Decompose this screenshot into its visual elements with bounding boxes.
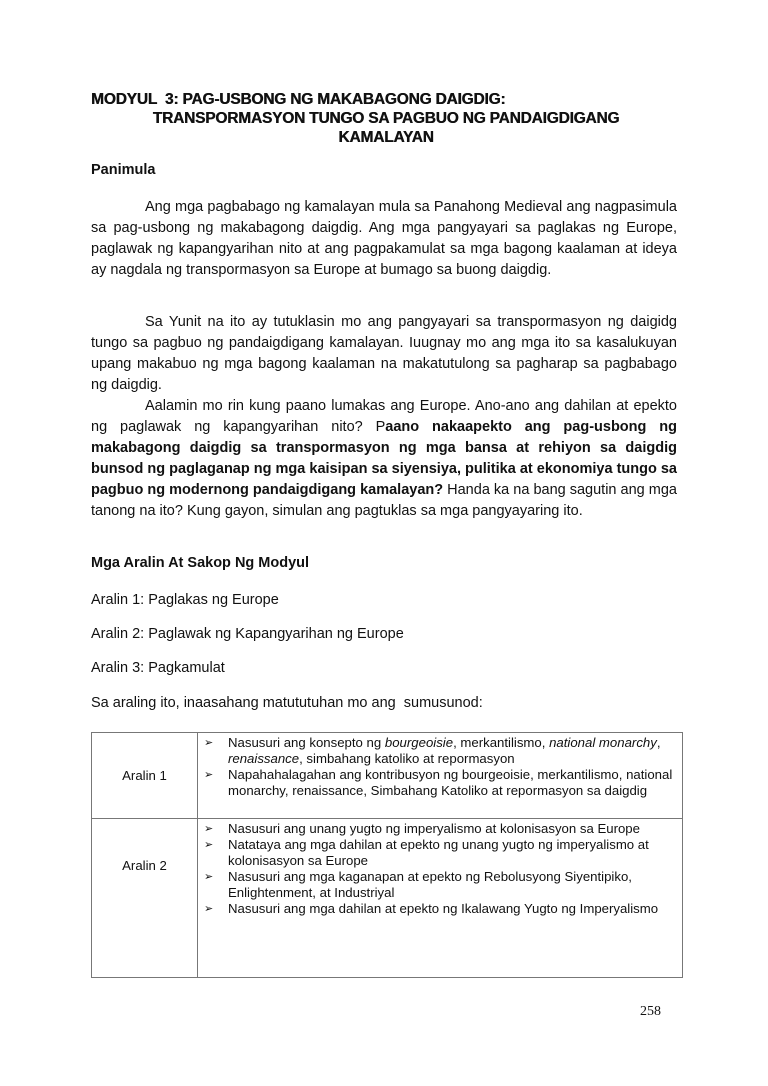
title-line-1: MODYUL 3: PAG-USBONG NG MAKABAGONG DAIGDIG: <box>91 91 506 108</box>
arrow-bullet-icon: ➢ <box>204 903 214 915</box>
row-objectives <box>198 819 683 978</box>
lessons-heading: Mga Aralin At Sakop Ng Modyul <box>91 555 310 571</box>
objective-item: ➢ Nasusuri ang konsepto ng bourgeoisie, merkantilismo, national monarchy, renaissance, simbahang katoliko at repormasyon <box>204 735 661 766</box>
arrow-bullet-icon: ➢ <box>204 839 214 851</box>
lesson-item-1: Aralin 1: Paglakas ng Europe <box>91 592 279 608</box>
intro-heading: Panimula <box>91 162 156 178</box>
arrow-bullet-icon: ➢ <box>204 737 214 749</box>
objective-item: ➢ Natataya ang mga dahilan at epekto ng unang yugto ng imperyalismo at kolonisasyon sa Europe <box>204 837 649 868</box>
arrow-bullet-icon: ➢ <box>204 823 214 835</box>
p3-bold-question: aano nakaapekto ang pag-usbong ng makabagong daigdig sa transpormasyon ng mga bansa at rehiyon sa daigdig bunsod ng paglaganap ng mga kaisipan sa siyensiya, pulitika at ekonomiya tungo sa pagbuo ng modernong pandaigdigang kamalayan? <box>91 419 677 498</box>
p3-text: Aalamin mo rin kung paano lumakas ang Europe. Ano-ano ang dahilan at epekto ng paglawak ng kapangyarihan nito? P <box>91 398 677 435</box>
lesson-item-3: Aralin 3: Pagkamulat <box>91 660 225 676</box>
objectives-table <box>91 732 683 978</box>
table-row <box>92 733 683 819</box>
objective-item: ➢ Nasusuri ang unang yugto ng imperyalismo at kolonisasyon sa Europe <box>204 821 640 836</box>
p3-text-end: Handa ka na bang sagutin ang mga tanong na ito? Kung gayon, simulan ang pagtuklas sa mga pangyayaring ito. <box>91 482 677 519</box>
table-row <box>92 819 683 978</box>
title-line-3: KAMALAYAN <box>338 129 434 146</box>
arrow-bullet-icon: ➢ <box>204 769 214 781</box>
intro-paragraph-1: Ang mga pagbabago ng kamalayan mula sa Panahong Medieval ang nagpasimula sa pag-usbong ng makabagong daigdig. Ang mga pangyayari sa paglakas ng Europe, paglawak ng kapangyarihan nito at ang pagpakamulat sa mga bagong kaalaman at ideya ay nagdala ng transpormasyon sa Europe at bumago sa buong daigdig. <box>91 199 677 278</box>
expectation-text: Sa araling ito, inaasahang matututuhan mo ang sumusunod: <box>91 695 483 711</box>
intro-paragraph-2: Sa Yunit na ito ay tutuklasin mo ang pangyayari sa transpormasyon ng daigidg tungo sa pagbuo ng pandaigdigang kamalayan. Iuugnay mo ang mga ito sa kasalukuyan upang makabuo ng mga bagong kaalaman na makatutulong sa pagharap sa pagbabago ng daigdig. <box>91 314 677 393</box>
module-title <box>91 90 681 147</box>
page-number: 258 <box>640 1004 661 1019</box>
lesson-item-2: Aralin 2: Paglawak ng Kapangyarihan ng Europe <box>91 626 404 642</box>
objective-item: ➢ Nasusuri ang mga dahilan at epekto ng Ikalawang Yugto ng Imperyalismo <box>204 901 659 916</box>
objective-item: ➢ Napahahalagahan ang kontribusyon ng bourgeoisie, merkantilismo, national monarchy, renaissance, Simbahang Katoliko at repormasyon sa daigdig <box>204 767 673 798</box>
objective-item: ➢ Nasusuri ang mga kaganapan at epekto ng Rebolusyong Siyentipiko, Enlightenment, at Industriyal <box>204 869 632 900</box>
row-label: Aralin 1 <box>92 733 198 819</box>
row-objectives <box>198 733 683 819</box>
title-line-2: TRANSPORMASYON TUNGO SA PAGBUO NG PANDAIGDIGANG <box>152 110 620 127</box>
row-label: Aralin 2 <box>92 819 198 978</box>
intro-paragraph-3 <box>91 396 677 522</box>
arrow-bullet-icon: ➢ <box>204 871 214 883</box>
